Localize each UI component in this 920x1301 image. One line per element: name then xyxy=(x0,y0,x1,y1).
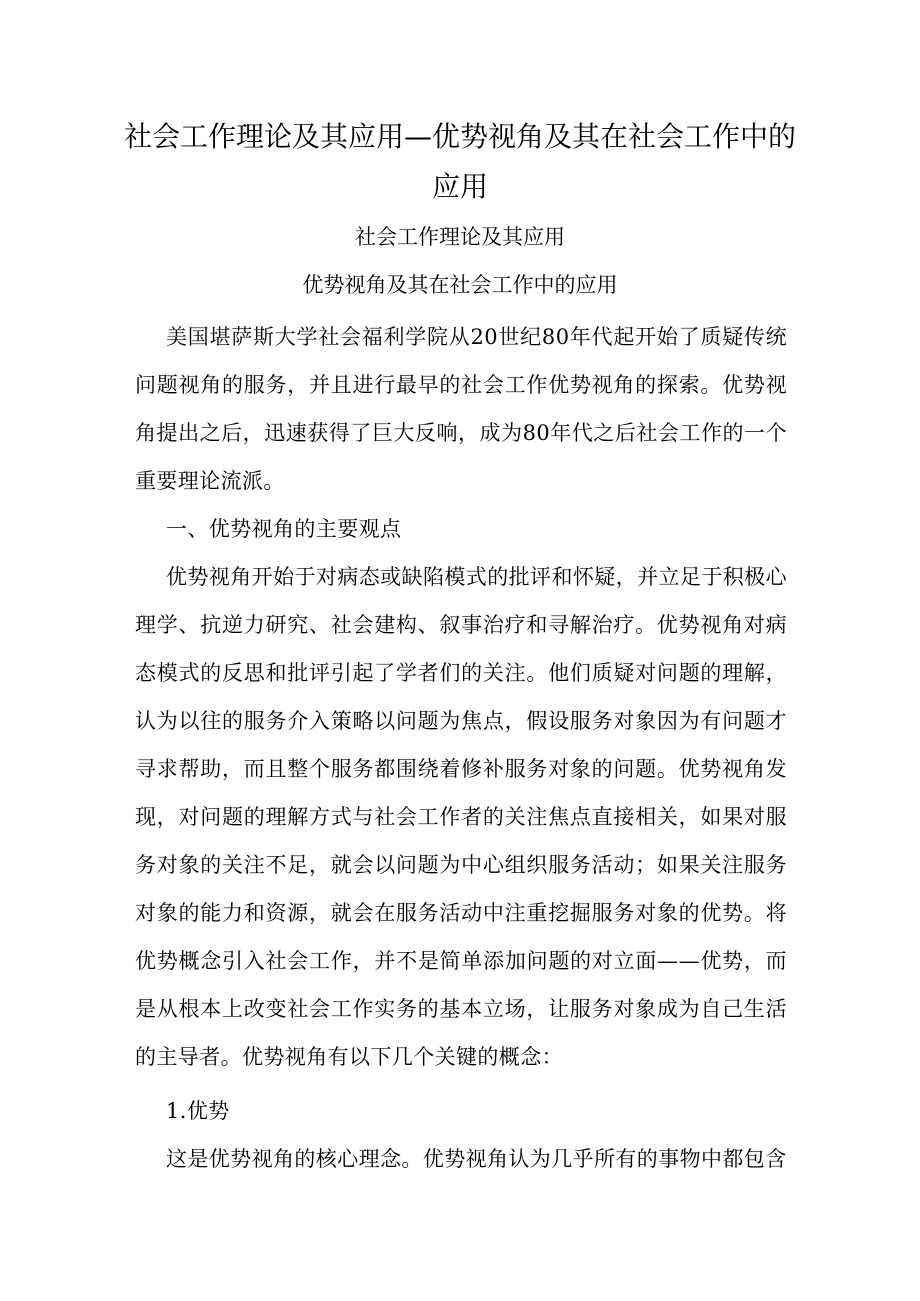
document-title: 社会工作理论及其应用—优势视角及其在社会工作中的应用 xyxy=(123,120,796,203)
section-heading-main-views: 一、优势视角的主要观点 xyxy=(166,517,402,541)
strengths-paragraph: 这是优势视角的核心理念。优势视角认为几乎所有的事物中都包含 xyxy=(166,1147,787,1171)
subtitle-strengths: 优势视角及其在社会工作中的应用 xyxy=(302,273,618,297)
main-views-paragraph: 优势视角开始于对病态或缺陷模式的批评和怀疑，并立足于积极心理学、抗逆力研究、社会建构、叙事治疗和寻解治疗。优势视角对病态模式的反思和批评引起了学者们的关注。他们质疑对问题的理解，认为以往的服务介入策略以问题为焦点，假设服务对象因为有问题才寻求帮助，而且整个服务都围绕着修补服务对象的问题。优势视角发现，对问题的理解方式与社会工作者的关注焦点直接相关，如果对服务对象的关注不足，就会以问题为中心组织服务活动；如果关注服务对象的能力和资源，就会在服务活动中注重挖掘服务对象的优势。将优势概念引入社会工作，并不是简单添加问题的对立面——优势，而是从根本上改变社会工作实务的基本立场，让服务对象成为自己生活的主导者。优势视角有以下几个关键的概念： xyxy=(135,565,787,1069)
subtitle-theory: 社会工作理论及其应用 xyxy=(355,225,565,249)
subheading-strengths: 1.优势 xyxy=(166,1099,230,1123)
intro-paragraph: 美国堪萨斯大学社会福利学院从20世纪80年代起开始了质疑传统问题视角的服务，并且进行最早的社会工作优势视角的探索。优势视角提出之后，迅速获得了巨大反响，成为80年代之后社会工作的一个重要理论流派。 xyxy=(135,325,787,493)
